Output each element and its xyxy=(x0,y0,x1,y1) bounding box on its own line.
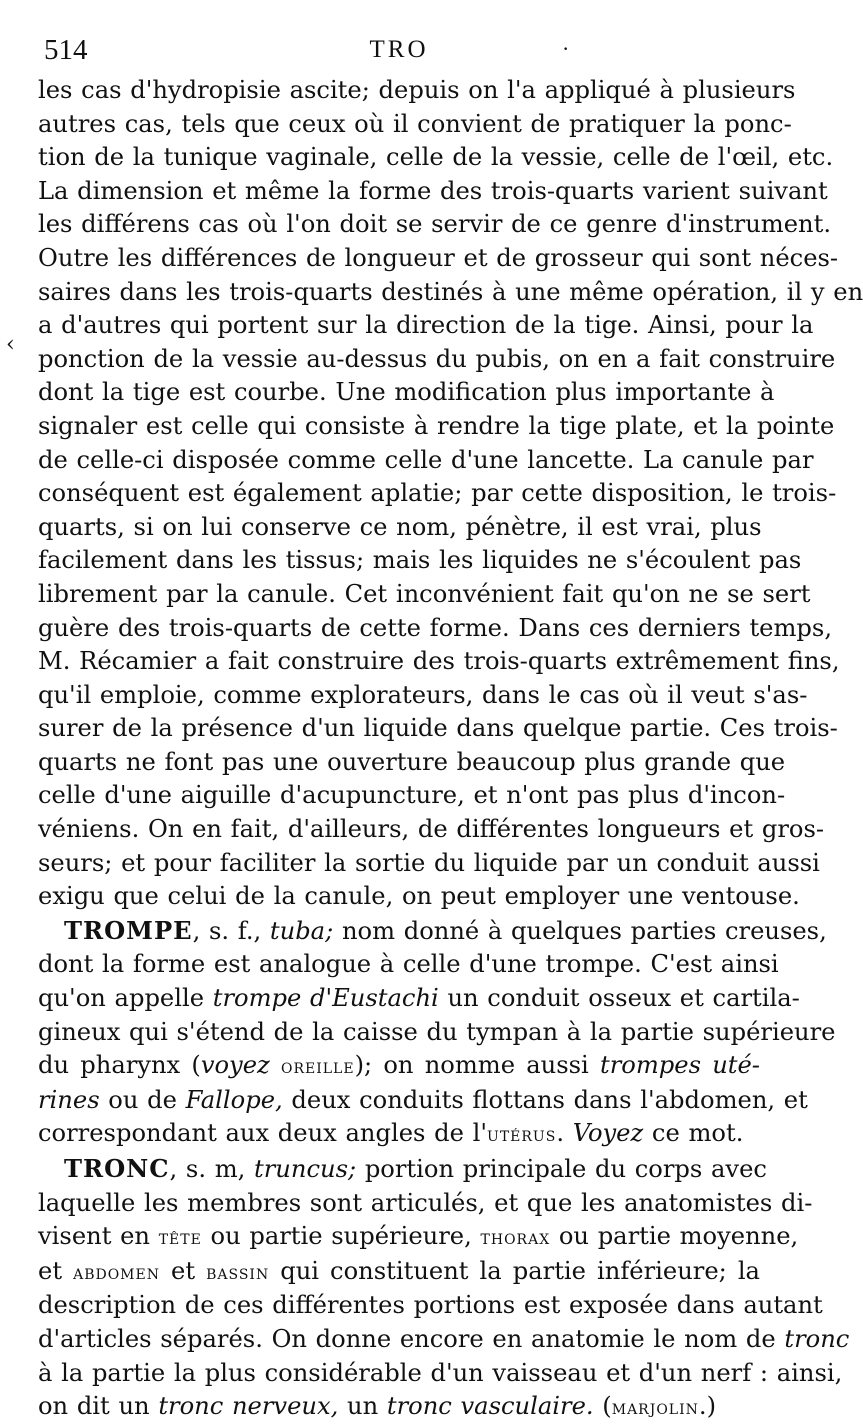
text-run: portion principale du corps avec xyxy=(356,1155,767,1183)
text-run: ou partie moyenne, xyxy=(550,1222,799,1251)
page-header xyxy=(38,34,760,74)
text-line: description de ces différentes portions est exposée dans autant xyxy=(38,1291,823,1320)
text-line: surer de la présence d'un liquide dans quelque partie. Ces trois- xyxy=(38,714,838,743)
italic-term: Fallope, xyxy=(185,1085,283,1114)
text-line xyxy=(38,1323,850,1357)
cross-reference: thorax xyxy=(480,1226,551,1250)
text-run: un xyxy=(338,1392,387,1421)
italic-term: tronc vasculaire. xyxy=(386,1392,594,1421)
text-line xyxy=(38,1390,760,1425)
text-line: librement par la canule. Cet inconvénient fait qu'on ne se sert xyxy=(38,579,811,608)
page-number: 514 xyxy=(44,34,88,66)
text-run: et xyxy=(159,1256,207,1285)
text-run: . xyxy=(556,1119,573,1148)
text-line: les différens cas où l'on doit se servir de ce genre d'instrument. xyxy=(38,210,832,239)
italic-term: tronc xyxy=(784,1324,850,1353)
text-line: dont la tige est courbe. Une modification plus importante à xyxy=(38,378,775,407)
text-line: signaler est celle qui consiste à rendre la tige plate, et la pointe xyxy=(38,411,835,440)
latin-term: tuba; xyxy=(269,916,334,945)
body-text xyxy=(38,74,863,1425)
italic-term: rines xyxy=(38,1085,100,1114)
italic-term: Voyez xyxy=(572,1119,644,1148)
text-run: , s. f., xyxy=(192,916,270,945)
text-line: M. Récamier a fait construire des trois-quarts extrêmement fins, xyxy=(38,647,840,676)
cross-reference: tête xyxy=(158,1226,202,1250)
text-run: du pharynx ( xyxy=(38,1051,201,1080)
text-line xyxy=(38,1255,760,1290)
text-line: laquelle les membres sont articulés, et que les anatomistes di- xyxy=(38,1188,813,1217)
text-line xyxy=(38,914,827,949)
text-line: La dimension et même la forme des trois-quarts varient suivant xyxy=(38,176,828,205)
text-run: qu'on appelle xyxy=(38,984,213,1013)
text-line xyxy=(38,1152,767,1187)
text-line: qu'il emploie, comme explorateurs, dans le cas où il veut s'as- xyxy=(38,680,808,709)
text-line: gineux qui s'étend de la caisse du tympan à la partie supérieure xyxy=(38,1017,836,1046)
entry-headword: TROMPE xyxy=(64,915,193,945)
text-run: .) xyxy=(698,1392,717,1421)
text-run: , s. m, xyxy=(169,1155,255,1183)
text-run: un conduit osseux et cartila- xyxy=(438,984,800,1013)
text-line: exigu que celui de la canule, on peut employer une ventouse. xyxy=(38,882,800,911)
entry-trompe xyxy=(38,914,836,1152)
text-run: ( xyxy=(593,1392,612,1421)
entry-tronc xyxy=(38,1152,850,1425)
text-run: nom donné à quelques parties creuses, xyxy=(333,916,827,945)
text-line: celle d'une aiguille d'acupuncture, et n'ont pas plus d'incon- xyxy=(38,781,786,810)
text-run: visent en xyxy=(38,1222,159,1251)
italic-term: voyez xyxy=(200,1051,270,1080)
italic-term: tronc nerveux, xyxy=(158,1392,339,1421)
text-line: facilement dans les tissus; mais les liquides ne s'écoulent pas xyxy=(38,546,802,575)
text-line xyxy=(38,1084,808,1118)
text-run: d'articles séparés. On donne encore en anatomie le nom de xyxy=(38,1324,785,1353)
text-line: tion de la tunique vaginale, celle de la vessie, celle de l'œil, etc. xyxy=(38,143,834,172)
running-head: TRO xyxy=(369,36,429,63)
author-signature: marjolin xyxy=(611,1396,699,1420)
text-line: Outre les différences de longueur et de grosseur qui sont néces- xyxy=(38,243,839,272)
text-line: ponction de la vessie au-dessus du pubis, on en a fait construire xyxy=(38,344,836,373)
text-line: seurs; et pour faciliter la sortie du liquide par un conduit aussi xyxy=(38,848,820,877)
italic-term: trompes uté- xyxy=(600,1051,760,1080)
cross-reference: utérus xyxy=(487,1123,557,1147)
text-line: véniens. On en fait, d'ailleurs, de différentes longueurs et gros- xyxy=(38,815,825,844)
text-run: ); on nomme aussi xyxy=(354,1051,600,1080)
text-line: saires dans les trois-quarts destinés à une même opération, il y en xyxy=(38,277,863,306)
text-line: quarts, si on lui conserve ce nom, pénètre, il est vrai, plus xyxy=(38,512,762,541)
cross-reference: abdomen xyxy=(73,1260,160,1284)
text-run: ou de xyxy=(99,1085,186,1114)
text-line: a d'autres qui portent sur la direction de la tige. Ainsi, pour la xyxy=(38,311,814,340)
margin-mark: ‹ xyxy=(6,332,15,357)
text-run: et xyxy=(38,1256,74,1285)
text-line: de celle-ci disposée comme celle d'une lancette. La canule par xyxy=(38,445,814,474)
latin-term: truncus; xyxy=(254,1155,357,1183)
text-line: conséquent est également aplatie; par cette disposition, le trois- xyxy=(38,479,837,508)
text-run: correspondant aux deux angles de l' xyxy=(38,1119,488,1148)
paragraph-trois-quarts xyxy=(38,74,863,914)
text-line: dont la forme est analogue à celle d'une trompe. C'est ainsi xyxy=(38,950,779,979)
text-line xyxy=(38,1049,760,1084)
text-line xyxy=(38,1117,760,1152)
cross-reference: oreille xyxy=(280,1055,355,1079)
entry-headword: TRONC xyxy=(64,1154,170,1183)
header-mark: · xyxy=(562,36,570,61)
text-line xyxy=(38,982,800,1016)
text-run: qui constituent la partie inférieure; la xyxy=(269,1256,760,1285)
text-run: ou partie supérieure, xyxy=(201,1222,481,1251)
text-line: autres cas, tels que ceux où il convient de pratiquer la ponc- xyxy=(38,109,792,138)
cross-reference: bassin xyxy=(206,1260,270,1284)
text-line: les cas d'hydropisie ascite; depuis on l'a appliqué à plusieurs xyxy=(38,76,796,104)
text-line xyxy=(38,1220,799,1255)
text-line: à la partie la plus considérable d'un vaisseau et d'un nerf : ainsi, xyxy=(38,1358,843,1387)
text-run: ce mot. xyxy=(643,1119,744,1148)
text-line: quarts ne font pas une ouverture beaucoup plus grande que xyxy=(38,747,786,776)
text-line: guère des trois-quarts de cette forme. Dans ces derniers temps, xyxy=(38,613,833,642)
italic-term: trompe d'Eustachi xyxy=(212,984,439,1013)
text-run: deux conduits flottans dans l'abdomen, et xyxy=(282,1085,808,1114)
text-run: on dit un xyxy=(38,1392,159,1421)
